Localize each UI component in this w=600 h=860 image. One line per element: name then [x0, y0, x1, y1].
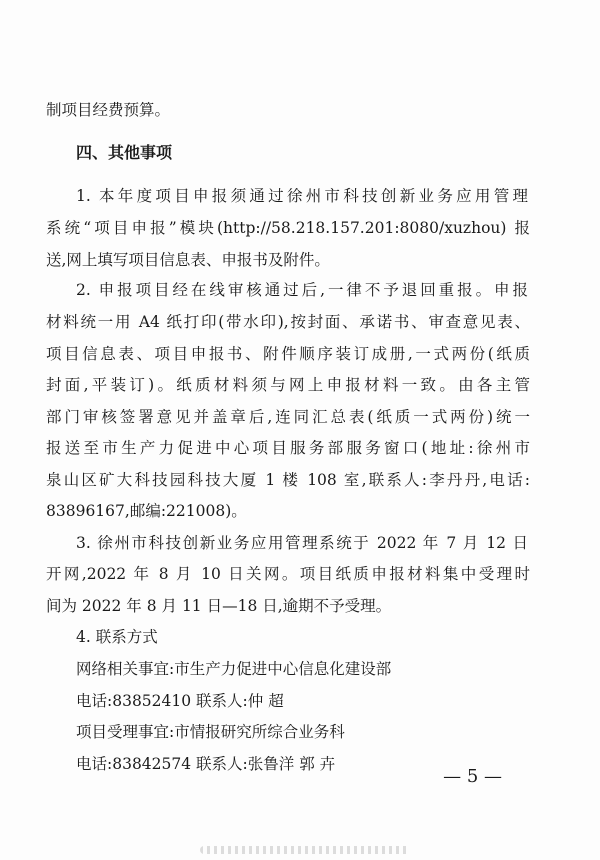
text-line: 网络相关事宜:市生产力促进中心信息化建设部 [76, 660, 392, 678]
text-line: 材料统一用 A4 纸打印(带水印),按封面、承诺书、审查意见表、 [46, 313, 530, 331]
text-line: 电话:83842574 联系人:张鲁洋 郭 卉 [76, 755, 336, 773]
text-line: 部门审核签署意见并盖章后,连同汇总表(纸质一式两份)统一 [46, 408, 530, 426]
text-line: 系统“项目申报”模块(http://58.218.157.201:8080/xuzhou) 报 [46, 219, 530, 237]
text-line: 开网,2022 年 8 月 10 日关网。项目纸质申报材料集中受理时 [46, 565, 530, 583]
text-line: 间为 2022 年 8 月 11 日—18 日,逾期不予受理。 [46, 597, 392, 615]
text-line: 电话:83852410 联系人:仲 超 [76, 692, 284, 710]
text-line: 送,网上填写项目信息表、申报书及附件。 [46, 251, 330, 269]
text-line: 3. 徐州市科技创新业务应用管理系统于 2022 年 7 月 12 日 [76, 534, 528, 552]
scan-artifact [200, 846, 410, 854]
section-heading: 四、其他事项 [76, 143, 173, 162]
page-number: — 5 — [443, 766, 502, 787]
text-line: 泉山区矿大科技园科技大厦 1 楼 108 室,联系人:李丹丹,电话: [46, 471, 530, 489]
text-line: 制项目经费预算。 [46, 101, 171, 119]
text-line: 1. 本年度项目申报须通过徐州市科技创新业务应用管理 [76, 187, 528, 205]
text-line: 83896167,邮编:221008)。 [46, 502, 247, 520]
text-line: 2. 申报项目经在线审核通过后,一律不予退回重报。申报 [76, 281, 528, 299]
text-line: 项目受理事宜:市情报研究所综合业务科 [76, 723, 345, 741]
text-line: 4. 联系方式 [76, 628, 158, 646]
text-line: 项目信息表、项目申报书、附件顺序装订成册,一式两份(纸质 [46, 345, 530, 363]
text-line: 报送至市生产力促进中心项目服务部服务窗口(地址:徐州市 [46, 439, 530, 457]
text-line: 封面,平装订)。纸质材料须与网上申报材料一致。由各主管 [46, 376, 530, 394]
